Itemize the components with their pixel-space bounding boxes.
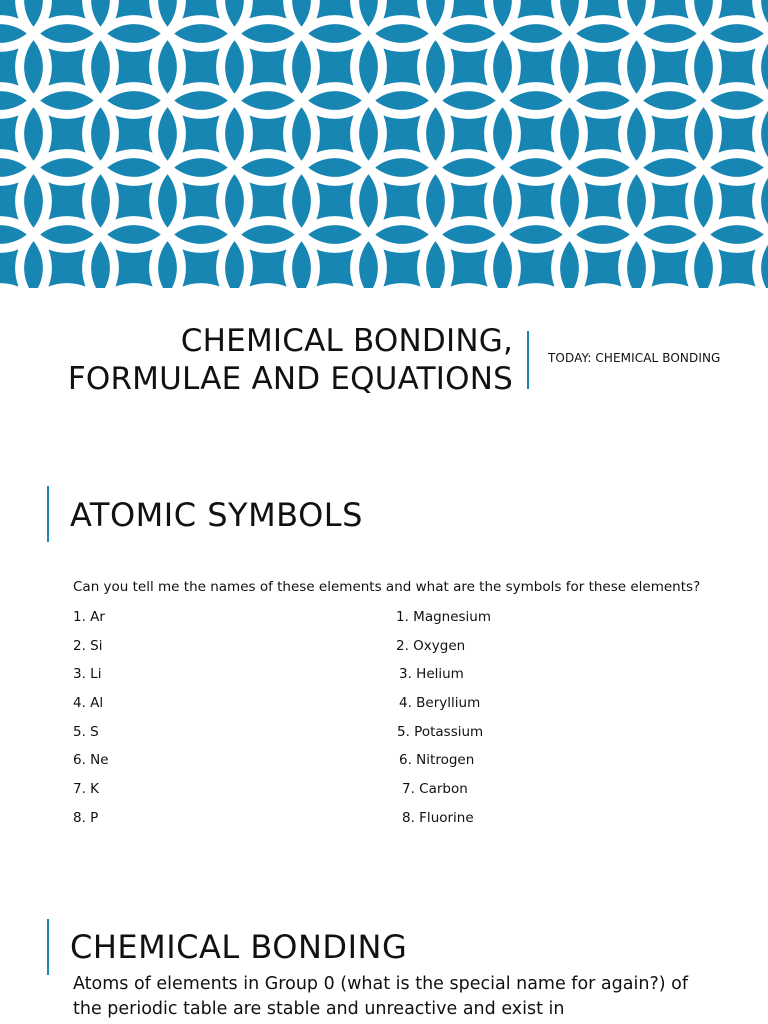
slide-title [0,322,513,398]
list-item: 1. Ar [73,609,105,625]
circle-pattern-graphic [0,0,768,288]
chemical-bonding-accent-bar [47,919,49,975]
list-item: 6. Ne [73,752,109,769]
list-item: 5. Potassium [397,723,484,740]
list-item: 6. Nitrogen [399,752,475,769]
slide-subtitle: TODAY: CHEMICAL BONDING [548,351,721,365]
symbols-list [73,607,109,837]
atomic-symbols-question: Can you tell me the names of these elements and what are the symbols for these elements? [73,579,701,595]
list-item: 4. Al [73,695,104,712]
list-item: 8. Fluorine [402,809,474,826]
chemical-bonding-body-text: Atoms of elements in Group 0 (what is the special name for again?) of the periodic table are stable and unreactive and exist in [73,974,688,1019]
chemical-bonding-heading: CHEMICAL BONDING [70,928,408,966]
list-item: 2. Si [73,637,103,654]
list-item: 7. Carbon [402,781,468,798]
list-item: 3. Helium [399,666,464,683]
chemical-bonding-body [73,972,713,1022]
pattern-banner [0,0,768,288]
list-item: 3. Li [73,666,102,683]
element-names-list [396,607,491,837]
slide-title-line-2: FORMULAE AND EQUATIONS [67,361,513,397]
list-item: 4. Beryllium [399,695,481,712]
atomic-symbols-heading: ATOMIC SYMBOLS [70,496,363,534]
list-item: 7. K [73,781,100,798]
list-item: 5. S [73,723,99,740]
list-item: 2. Oxygen [396,637,466,654]
list-item: 8. P [73,809,99,826]
list-item: 1. Magnesium [396,609,492,625]
title-divider [527,331,529,389]
slide-title-line-1: CHEMICAL BONDING, [180,323,513,359]
atomic-symbols-accent-bar [47,486,49,542]
